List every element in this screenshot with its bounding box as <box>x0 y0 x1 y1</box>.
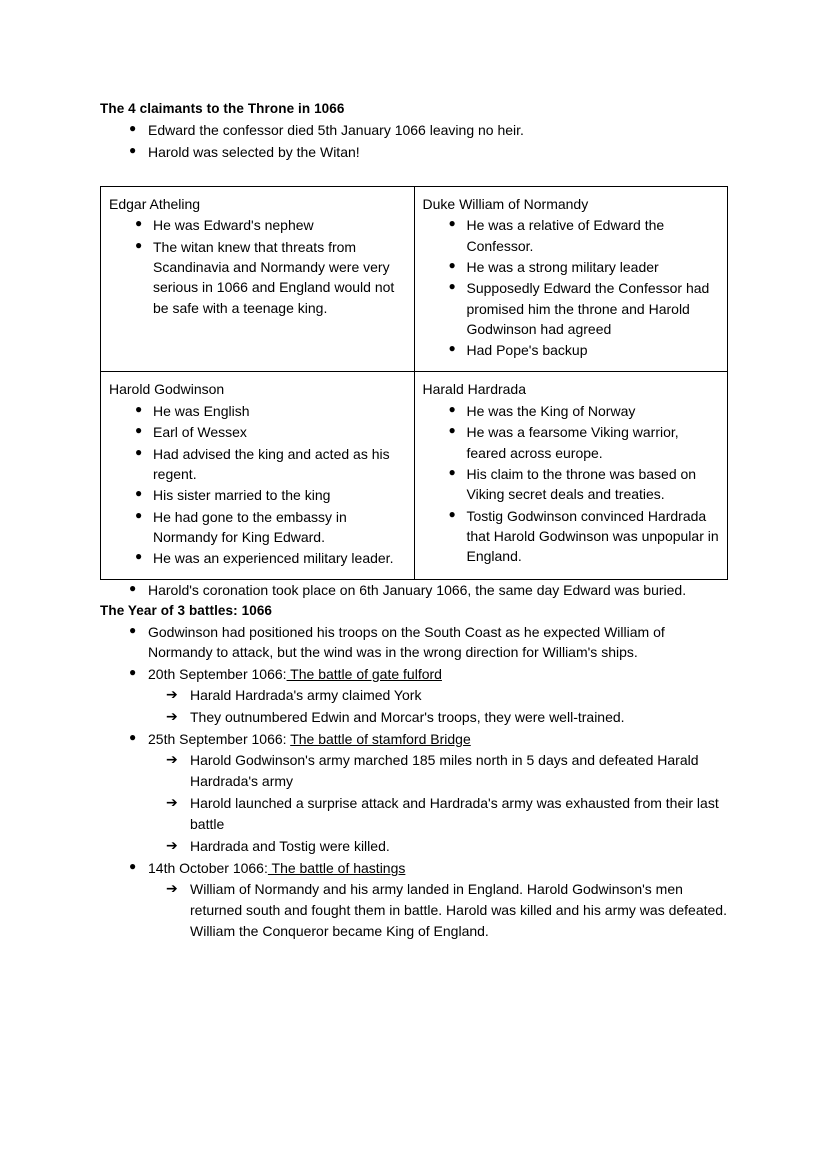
bullet-icon: ● <box>135 237 143 252</box>
list-item-text: Earl of Wessex <box>153 424 247 441</box>
battles-intro-list <box>100 622 728 663</box>
cell-title: Duke William of Normandy <box>422 195 589 212</box>
list-item-text: Hardrada and Tostig were killed. <box>190 838 390 855</box>
bullet-icon: ● <box>448 402 456 417</box>
list-item <box>109 215 406 235</box>
list-item <box>100 664 728 728</box>
bullet-icon: ● <box>448 506 456 521</box>
battle-date-label: 20th September 1066: <box>148 665 287 682</box>
bullet-icon: ● <box>448 423 456 438</box>
arrow-icon: ➔ <box>166 752 178 769</box>
list-item-text: He was English <box>153 403 250 420</box>
list-item <box>148 836 728 857</box>
coronation-list <box>100 580 728 600</box>
list-item-text: He was a strong military leader <box>466 259 659 275</box>
battle-detail-list <box>148 750 728 857</box>
list-item <box>423 340 720 360</box>
table-row <box>101 372 728 580</box>
list-item <box>423 257 720 277</box>
list-item-text: They outnumbered Edwin and Morcar's troops, they were well-trained. <box>190 708 625 725</box>
list-item-text: He was an experienced military leader. <box>153 550 394 567</box>
battle-entry-gate-fulford <box>100 664 728 728</box>
list-item <box>148 707 728 728</box>
list-item-text: His claim to the throne was based on Viking secret deals and treaties. <box>466 465 697 503</box>
cell-title: Edgar Atheling <box>109 195 201 212</box>
bullet-icon: ● <box>448 279 456 294</box>
list-item <box>109 401 406 421</box>
list-item <box>423 506 720 567</box>
list-item-text: He was the King of Norway <box>466 403 636 420</box>
cell-bullet-list <box>109 401 406 568</box>
list-item-text: He was Edward's nephew <box>153 217 314 234</box>
list-item-text: Edward the confessor died 5th January 1066 leaving no heir. <box>148 122 524 139</box>
cell-bullet-list <box>423 401 720 566</box>
battle-detail-list <box>148 685 728 728</box>
cell-title: Harold Godwinson <box>109 381 225 398</box>
list-item-text: His sister married to the king <box>153 487 331 504</box>
list-item <box>148 750 728 792</box>
list-item-text: Harold's coronation took place on 6th January 1066, the same day Edward was buried. <box>148 582 687 599</box>
list-item <box>100 120 728 140</box>
list-item <box>100 622 728 663</box>
list-item-text: Harald Hardrada's army claimed York <box>190 686 422 703</box>
battle-date-label: 14th October 1066: <box>148 860 268 877</box>
bullet-icon: ● <box>129 121 137 136</box>
bullet-icon: ● <box>448 216 456 231</box>
list-item <box>100 142 728 162</box>
bullet-icon: ● <box>448 341 456 356</box>
arrow-icon: ➔ <box>166 795 178 812</box>
list-item-text: Godwinson had positioned his troops on the South Coast as he expected William of Normandy to attack, but the wind was in the wrong direction for William's ships. <box>148 623 665 661</box>
battle-name: The battle of hastings <box>267 860 406 877</box>
list-item <box>100 580 728 600</box>
battle-detail-list <box>148 879 728 942</box>
list-item <box>423 401 720 421</box>
bullet-icon: ● <box>129 664 137 679</box>
list-item-text: Harold was selected by the Witan! <box>148 143 360 160</box>
bullet-icon: ● <box>129 859 137 874</box>
list-item-text: The witan knew that threats from Scandinavia and Normandy were very serious in 1066 and England would not be safe with a teenage king. <box>153 238 395 316</box>
list-item <box>148 793 728 835</box>
list-item-text: William of Normandy and his army landed in England. Harold Godwinson's men returned south and fought them in battle. Harold was killed and his army was defeated. William the Conqueror became King of England. <box>190 881 727 940</box>
bullet-icon: ● <box>135 507 143 522</box>
table-cell-harald-hardrada <box>414 372 728 580</box>
list-item <box>100 729 728 857</box>
bullet-icon: ● <box>129 142 137 157</box>
battle-name: The battle of gate fulford <box>286 665 442 682</box>
bullet-icon: ● <box>129 581 137 596</box>
bullet-icon: ● <box>448 258 456 272</box>
list-item <box>423 464 720 505</box>
bullet-icon: ● <box>135 402 143 417</box>
table-cell-duke-william <box>414 186 728 372</box>
list-item <box>423 215 720 256</box>
arrow-icon: ➔ <box>166 708 178 725</box>
bullet-icon: ● <box>448 464 456 479</box>
cell-bullet-list <box>109 215 406 317</box>
list-item <box>423 422 720 463</box>
list-item <box>100 858 728 942</box>
list-item-text: He was a relative of Edward the Confessor. <box>466 217 665 254</box>
cell-title: Harald Hardrada <box>422 381 526 398</box>
arrow-icon: ➔ <box>166 881 178 898</box>
battle-entry-stamford-bridge <box>100 729 728 857</box>
claimants-intro-list <box>100 120 728 162</box>
table-row <box>101 186 728 372</box>
list-item-text: Tostig Godwinson convinced Hardrada that Harold Godwinson was unpopular in England. <box>466 507 719 565</box>
battle-date-label: 25th September 1066: <box>148 730 291 747</box>
bullet-icon: ● <box>135 486 143 501</box>
bullet-icon: ● <box>129 622 137 637</box>
list-item-text: Had Pope's backup <box>466 342 588 359</box>
list-item-text: He had gone to the embassy in Normandy for King Edward. <box>153 508 347 545</box>
bullet-icon: ● <box>135 549 143 564</box>
battles-section-heading: The Year of 3 battles: 1066 <box>100 602 273 618</box>
table-cell-edgar-atheling <box>101 186 415 372</box>
claimants-table <box>100 186 728 581</box>
list-item <box>148 685 728 706</box>
list-item <box>423 278 720 339</box>
bullet-icon: ● <box>135 444 143 459</box>
cell-bullet-list <box>423 215 720 360</box>
list-item-text: Supposedly Edward the Confessor had promised him the throne and Harold Godwinson had agreed <box>466 280 710 337</box>
list-item-text: Had advised the king and acted as his regent. <box>153 445 390 482</box>
battle-entry-hastings <box>100 858 728 942</box>
arrow-icon: ➔ <box>166 686 178 703</box>
table-cell-harold-godwinson <box>101 372 415 580</box>
list-item <box>109 444 406 485</box>
arrow-icon: ➔ <box>166 838 178 855</box>
bullet-icon: ● <box>129 729 137 744</box>
bullet-icon: ● <box>135 216 143 231</box>
battle-name: The battle of stamford Bridge <box>290 730 471 747</box>
list-item-text: Harold launched a surprise attack and Hardrada's army was exhausted from their last battle <box>190 795 719 833</box>
claimants-section-heading: The 4 claimants to the Throne in 1066 <box>100 101 345 116</box>
list-item <box>109 422 406 442</box>
list-item-text: He was a fearsome Viking warrior, feared across europe. <box>466 424 679 461</box>
list-item <box>109 548 406 568</box>
list-item-text: Harold Godwinson's army marched 185 miles north in 5 days and defeated Harald Hardrada's army <box>190 752 699 790</box>
list-item <box>109 485 406 505</box>
bullet-icon: ● <box>135 423 143 438</box>
list-item <box>109 237 406 318</box>
list-item <box>148 879 728 942</box>
list-item <box>109 507 406 548</box>
